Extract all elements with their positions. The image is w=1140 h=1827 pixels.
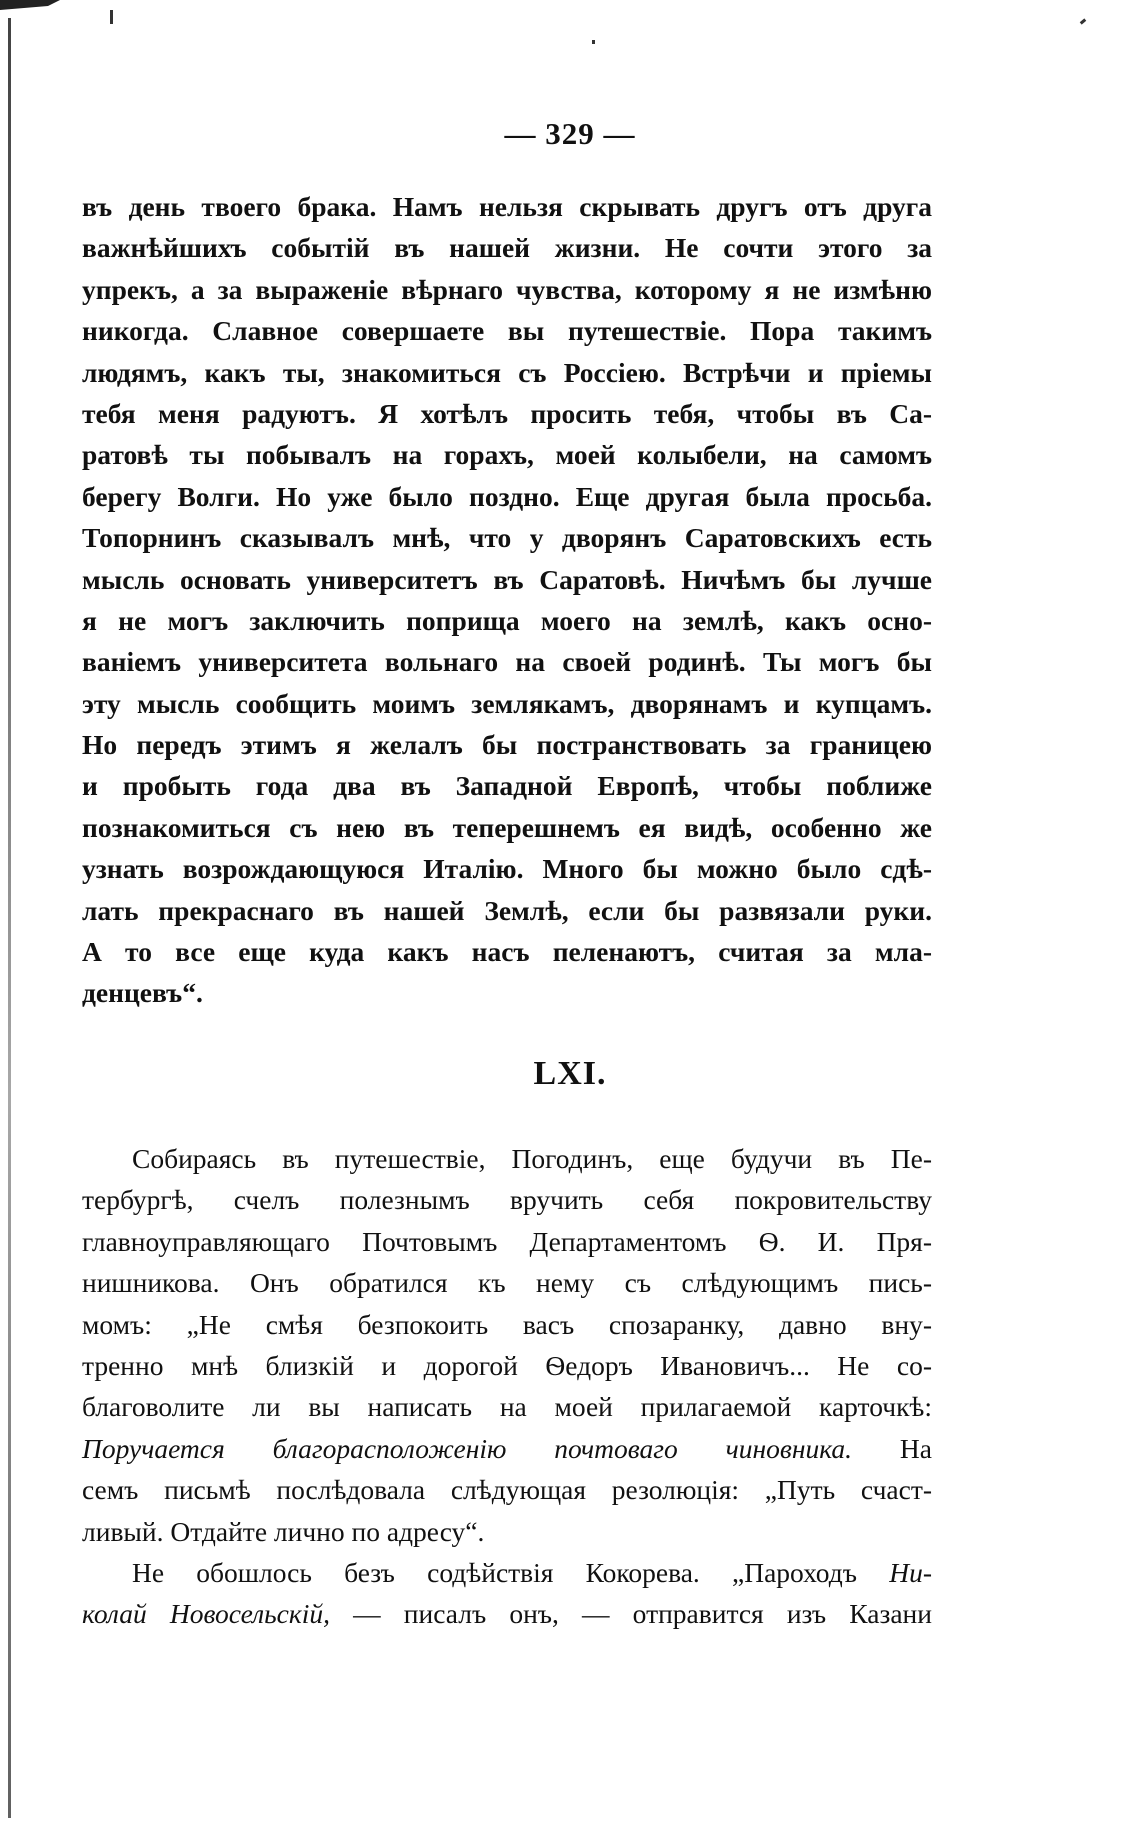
text-line: ратовѣ ты побывалъ на горахъ, моей колыбели, на самомъ	[82, 439, 932, 471]
scan-speck	[110, 10, 113, 24]
paragraph3-italic-2: колай Новосельскій,	[82, 1598, 330, 1630]
page-number: — 329 —	[504, 116, 636, 151]
text-line: никогда. Славное совершаете вы путешествіе. Пора такимъ	[82, 315, 932, 347]
scan-speck	[592, 40, 595, 44]
text-line: Собираясь въ путешествіе, Погодинъ, еще будучи въ Пе-	[132, 1143, 932, 1174]
scan-edge-line	[8, 18, 11, 1818]
text-line: важнѣйшихъ событій въ нашей жизни. Не сочти этого за	[82, 232, 932, 264]
text-line: тебя меня радуютъ. Я хотѣлъ просить тебя, чтобы въ Са-	[82, 397, 932, 429]
text-line: людямъ, какъ ты, знакомиться съ Россіею. Встрѣчи и пріемы	[82, 356, 932, 388]
text-line: А то все еще куда какъ насъ пеленаютъ, считая за мла-	[82, 936, 932, 968]
text-line: тренно мнѣ близкій и дорогой Ѳедоръ Ивановичъ... Не со-	[82, 1349, 932, 1381]
text-line: ливый. Отдайте лично по адресу“.	[82, 1515, 485, 1547]
text-line: эту мысль сообщить моимъ землякамъ, дворянамъ и купцамъ.	[82, 687, 932, 719]
text-line: денцевъ“.	[82, 977, 203, 1009]
text-line-italic	[82, 1428, 932, 1469]
text-line: главноуправляющаго Почтовымъ Департаментомъ Ѳ. И. Пря-	[82, 1225, 932, 1257]
text-line: благоволите ли вы написать на моей прилагаемой карточкѣ:	[82, 1391, 932, 1423]
text-line: момъ: „Не смѣя безпокоить васъ спозаранку, давно вну-	[82, 1308, 932, 1340]
italic-tail: На	[899, 1432, 932, 1464]
scan-speck	[1080, 18, 1087, 24]
text-line: тербургѣ, счелъ полезнымъ вручить себя покровительству	[82, 1184, 932, 1216]
text-line: я не могъ заключить поприща моего на землѣ, какъ осно-	[82, 604, 932, 636]
text-line: семъ письмѣ послѣдовала слѣдующая резолюція: „Путь счаст-	[82, 1474, 932, 1506]
paragraph-letter-end	[82, 186, 932, 1014]
italic-phrase: Поручается благорасположенію почтоваго чиновника.	[82, 1432, 853, 1464]
text-line: мысль основать университетъ въ Саратовѣ. Ничѣмъ бы лучше	[82, 563, 932, 595]
text-line: лать прекраснаго въ нашей Землѣ, если бы развязали руки.	[82, 894, 932, 926]
text-line: узнать возрождающуюся Италію. Много бы можно было сдѣ-	[82, 853, 932, 885]
text-line: нишникова. Онъ обратился къ нему съ слѣдующимъ пись-	[82, 1267, 932, 1299]
paragraph3-italic-1: Ни-	[889, 1556, 933, 1588]
scan-corner-mark	[0, 0, 60, 10]
text-line	[82, 1552, 932, 1593]
paragraph3-end: — писалъ онъ, — отправится изъ Казани	[353, 1598, 932, 1630]
text-line: упрекъ, а за выраженіе вѣрнаго чувства, которому я не измѣню	[82, 273, 932, 305]
paragraph-section	[82, 1138, 932, 1635]
text-line: и пробыть года два въ Западной Европѣ, чтобы поближе	[82, 770, 932, 802]
paragraph3-start: Не обошлось безъ содѣйствія Кокорева. „Пароходъ	[132, 1556, 857, 1588]
text-line: въ день твоего брака. Намъ нельзя скрывать другъ отъ друга	[82, 191, 932, 222]
text-line: Но передъ этимъ я желалъ бы постранствовать за границею	[82, 729, 932, 761]
text-line: Топорнинъ сказывалъ мнѣ, что у дворянъ Саратовскихъ есть	[82, 522, 932, 554]
text-line	[82, 1593, 932, 1634]
text-line: ваніемъ университета вольнаго на своей родинѣ. Ты могъ бы	[82, 646, 932, 678]
section-heading: LXI.	[533, 1055, 607, 1092]
text-line: познакомиться съ нею въ теперешнемъ ея видѣ, особенно же	[82, 811, 932, 843]
text-line: берегу Волги. Но уже было поздно. Еще другая была просьба.	[82, 480, 932, 512]
